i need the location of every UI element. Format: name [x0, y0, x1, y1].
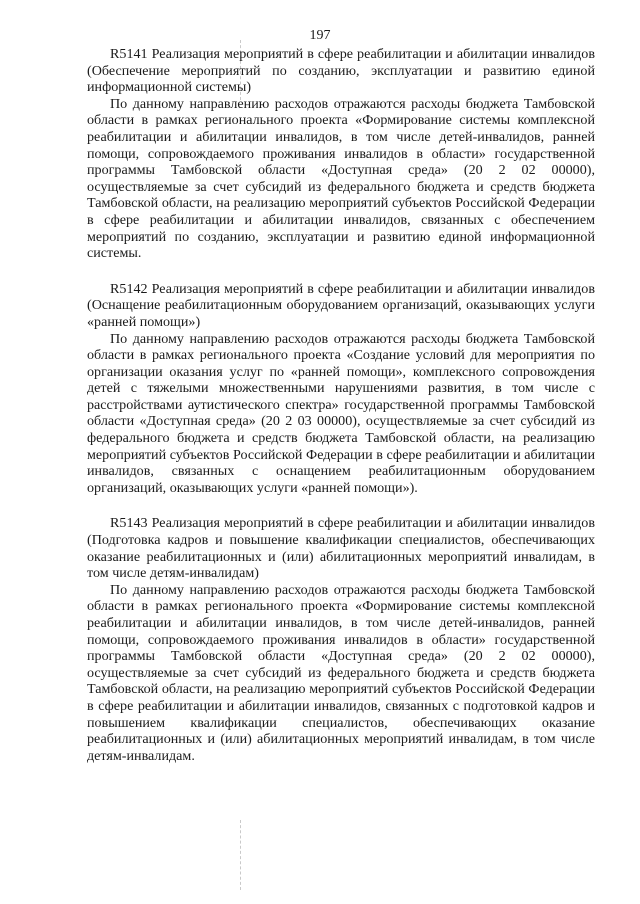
section-r5142	[87, 281, 595, 497]
section-r5141	[87, 46, 595, 262]
section-heading: R5142 Реализация мероприятий в сфере реабилитации и абилитации инвалидов (Оснащение реабилитационным оборудованием организаций, оказывающих услуги «ранней помощи»)	[87, 280, 595, 330]
section-paragraph: По данному направлению расходов отражаются расходы бюджета Тамбовской области в рамках регионального проекта «Формирование системы комплексной реабилитации и абилитации инвалидов, в том числе детей-инвалидов, ранней помощи, сопровождаемого проживания инвалидов в области» государственной программы Тамбовской области «Доступная среда» (20 2 02 00000), осуществляемые за счет субсидий из федерального бюджета и средств бюджета Тамбовской области, на реализацию мероприятий субъектов Российской Федерации в сфере реабилитации и абилитации инвалидов, связанных с обеспечением мероприятий по созданию, эксплуатации и развитию единой информационной системы.	[87, 95, 595, 262]
document-body	[87, 46, 595, 764]
section-heading: R5143 Реализация мероприятий в сфере реабилитации и абилитации инвалидов (Подготовка кадров и повышение квалификации специалистов, обеспечивающих оказание реабилитационных и (или) абилитационных мероприятий инвалидам, в том числе детям-инвалидам)	[87, 515, 595, 582]
scan-fold-line	[240, 820, 241, 890]
section-gap	[87, 496, 595, 515]
page-number: 197	[309, 28, 331, 43]
section-gap	[87, 262, 595, 281]
section-heading: R5141 Реализация мероприятий в сфере реабилитации и абилитации инвалидов (Обеспечение мероприятий по созданию, эксплуатации и развитию единой информационной системы)	[87, 46, 595, 96]
section-paragraph: По данному направлению расходов отражаются расходы бюджета Тамбовской области в рамках регионального проекта «Создание условий для мероприятия по организации оказания услуг по «ранней помощи», комплексного сопровождения детей с тяжелыми множественными нарушениями развития, в том числе с расстройствами аутистического спектра» государственной программы Тамбовской области «Доступная среда» (20 2 03 00000), осуществляемые за счет субсидий из федерального бюджета и средств бюджета Тамбовской области, на реализацию мероприятий субъектов Российской Федерации в сфере реабилитации и абилитации инвалидов, связанных с оснащением реабилитационным оборудованием организаций, оказывающих услуги «ранней помощи»).	[87, 330, 595, 496]
section-r5143	[87, 515, 595, 764]
section-paragraph: По данному направлению расходов отражаются расходы бюджета Тамбовской области в рамках регионального проекта «Формирование системы комплексной реабилитации и абилитации инвалидов, в том числе детей-инвалидов, ранней помощи, сопровождаемого проживания инвалидов в области» государственной программы Тамбовской области «Доступная среда» (20 2 02 00000), осуществляемые за счет субсидий из федерального бюджета и средств бюджета Тамбовской области, на реализацию мероприятий субъектов Российской Федерации в сфере реабилитации и абилитации инвалидов, связанных с подготовкой кадров и повышением квалификации специалистов, обеспечивающих оказание реабилитационных и (или) абилитационных мероприятий инвалидам, в том числе детям-инвалидам.	[87, 581, 595, 764]
